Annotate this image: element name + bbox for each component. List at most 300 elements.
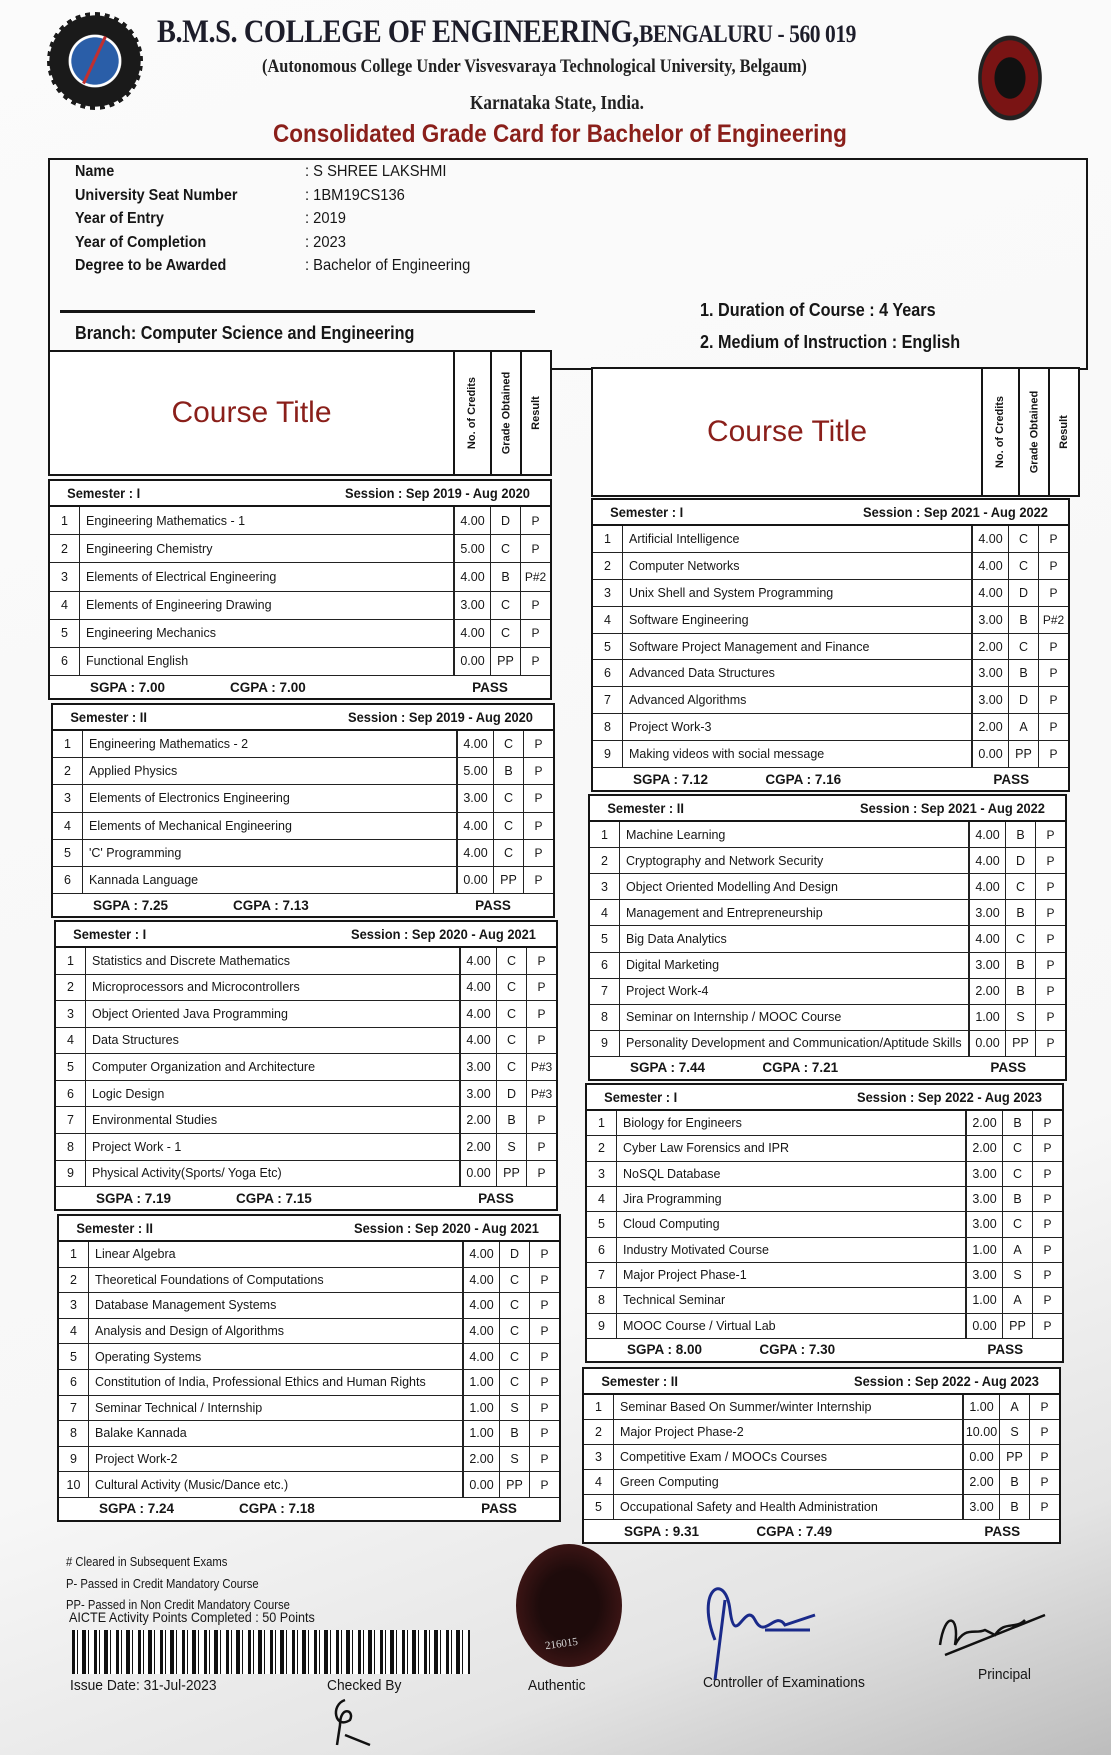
course-duration: 1. Duration of Course : 4 Years bbox=[700, 300, 936, 320]
course-row bbox=[56, 1028, 556, 1055]
course-credits: 0.00 bbox=[459, 1161, 496, 1187]
semester-header bbox=[50, 481, 550, 507]
course-grade: B bbox=[1008, 607, 1038, 633]
course-title: Elements of Electrical Engineering bbox=[86, 569, 277, 584]
principal-signature bbox=[935, 1605, 1050, 1665]
course-no: 6 bbox=[59, 1370, 89, 1395]
course-credits: 3.00 bbox=[962, 1495, 999, 1519]
info-value: : 2019 bbox=[305, 210, 346, 227]
course-credits: 4.00 bbox=[459, 1001, 496, 1027]
course-grade: PP bbox=[1002, 1314, 1032, 1338]
course-grade: C bbox=[490, 535, 520, 562]
course-credits: 3.00 bbox=[965, 1187, 1002, 1211]
semester-header bbox=[587, 1085, 1062, 1111]
course-title: Cloud Computing bbox=[623, 1217, 720, 1232]
course-title: Project Work-2 bbox=[95, 1452, 178, 1467]
course-row bbox=[53, 867, 553, 894]
course-title: Linear Algebra bbox=[95, 1247, 176, 1262]
course-no: 4 bbox=[593, 607, 623, 633]
course-result: P bbox=[1029, 1395, 1059, 1419]
sgpa: SGPA : 8.00 bbox=[627, 1342, 703, 1358]
course-row bbox=[587, 1136, 1062, 1161]
course-title: Software Engineering bbox=[629, 612, 749, 627]
course-credits: 1.00 bbox=[462, 1421, 499, 1446]
course-title: Cyber Law Forensics and IPR bbox=[623, 1141, 790, 1156]
course-credits: 4.00 bbox=[456, 813, 493, 839]
course-no: 2 bbox=[59, 1268, 89, 1293]
course-credits: 0.00 bbox=[968, 1031, 1005, 1056]
session-label: Session : Sep 2020 - Aug 2021 bbox=[351, 926, 536, 942]
course-result: P bbox=[1035, 926, 1065, 951]
course-grade: C bbox=[496, 1001, 526, 1027]
course-grade: C bbox=[499, 1293, 529, 1318]
course-no: 4 bbox=[59, 1319, 89, 1344]
course-title: Software Project Management and Finance bbox=[629, 639, 870, 654]
course-credits: 2.00 bbox=[971, 714, 1008, 740]
semester-summary bbox=[593, 768, 1068, 790]
course-result: P bbox=[1029, 1495, 1059, 1519]
course-title: Engineering Mathematics - 1 bbox=[86, 513, 246, 528]
course-row bbox=[593, 687, 1068, 714]
course-no: 3 bbox=[50, 563, 80, 590]
course-credits: 5.00 bbox=[456, 758, 493, 784]
course-credits: 4.00 bbox=[968, 822, 1005, 847]
course-row bbox=[584, 1445, 1059, 1470]
course-grade: B bbox=[1002, 1111, 1032, 1135]
semester-status: PASS bbox=[984, 1523, 1021, 1539]
course-title: Physical Activity(Sports/ Yoga Etc) bbox=[92, 1166, 282, 1181]
semester-header bbox=[53, 705, 553, 731]
course-no: 6 bbox=[590, 953, 620, 978]
course-grade: D bbox=[1008, 580, 1038, 606]
course-result: P bbox=[1038, 687, 1068, 713]
course-grade: A bbox=[1008, 714, 1038, 740]
course-no: 2 bbox=[593, 553, 623, 579]
course-credits: 0.00 bbox=[962, 1445, 999, 1469]
course-title: Seminar Based On Summer/winter Internship bbox=[620, 1400, 872, 1414]
state: Karnataka State, India. bbox=[470, 92, 644, 114]
course-row bbox=[593, 660, 1068, 687]
course-no: 3 bbox=[593, 580, 623, 606]
course-result: P bbox=[1032, 1263, 1062, 1287]
course-row bbox=[587, 1314, 1062, 1339]
course-no: 6 bbox=[53, 867, 83, 893]
course-title: Seminar Technical / Internship bbox=[95, 1400, 263, 1415]
course-row bbox=[56, 1001, 556, 1028]
course-result: P bbox=[526, 1107, 556, 1133]
course-row bbox=[56, 1054, 556, 1081]
course-title: Digital Marketing bbox=[626, 958, 720, 973]
course-result: P bbox=[526, 1161, 556, 1187]
course-title: Statistics and Discrete Mathematics bbox=[92, 953, 290, 968]
course-grade: PP bbox=[490, 648, 520, 675]
course-title: Unix Shell and System Programming bbox=[629, 585, 834, 600]
sgpa: SGPA : 7.44 bbox=[630, 1060, 706, 1076]
course-title: Occupational Safety and Health Administration bbox=[620, 1500, 878, 1514]
course-row bbox=[50, 535, 550, 563]
session-label: Session : Sep 2019 - Aug 2020 bbox=[348, 709, 533, 725]
course-no: 7 bbox=[593, 687, 623, 713]
affiliation: (Autonomous College Under Visvesvaraya Technological University, Belgaum) bbox=[262, 56, 807, 77]
course-grade: D bbox=[1005, 848, 1035, 873]
session-label: Session : Sep 2020 - Aug 2021 bbox=[354, 1220, 539, 1236]
course-title: Seminar on Internship / MOOC Course bbox=[626, 1010, 842, 1025]
course-row bbox=[59, 1421, 559, 1447]
course-credits: 0.00 bbox=[971, 741, 1008, 767]
info-value: : S SHREE LAKSHMI bbox=[305, 163, 447, 180]
course-result: P bbox=[1035, 953, 1065, 978]
course-result: P#2 bbox=[520, 563, 550, 590]
course-result: P bbox=[1038, 526, 1068, 552]
semester-status: PASS bbox=[990, 1060, 1027, 1076]
semester-summary bbox=[590, 1057, 1065, 1079]
course-no: 7 bbox=[59, 1396, 89, 1421]
course-no: 9 bbox=[593, 741, 623, 767]
course-result: P bbox=[526, 975, 556, 1001]
semester-header bbox=[593, 500, 1068, 526]
branch: Branch: Computer Science and Engineering bbox=[75, 323, 415, 343]
course-credits: 2.00 bbox=[965, 1136, 1002, 1160]
course-result: P bbox=[1038, 634, 1068, 660]
course-no: 5 bbox=[593, 634, 623, 660]
course-grade: PP bbox=[496, 1161, 526, 1187]
course-no: 1 bbox=[59, 1242, 89, 1267]
course-no: 6 bbox=[587, 1238, 617, 1262]
course-title: Jira Programming bbox=[623, 1192, 722, 1207]
course-result: P bbox=[529, 1268, 559, 1293]
course-no: 6 bbox=[50, 648, 80, 675]
course-credits: 4.00 bbox=[453, 620, 490, 647]
course-result: P bbox=[1032, 1212, 1062, 1236]
course-title: Industry Motivated Course bbox=[623, 1242, 769, 1257]
semester-status: PASS bbox=[475, 897, 511, 913]
course-grade: B bbox=[1005, 979, 1035, 1004]
course-row bbox=[56, 948, 556, 975]
course-credits: 1.00 bbox=[962, 1395, 999, 1419]
course-row bbox=[593, 580, 1068, 607]
semester-status: PASS bbox=[987, 1342, 1024, 1358]
course-title: Object Oriented Java Programming bbox=[92, 1006, 288, 1021]
course-result: P bbox=[529, 1370, 559, 1395]
result-heading-text: Result bbox=[530, 396, 542, 430]
course-no: 4 bbox=[587, 1187, 617, 1211]
course-title: Applied Physics bbox=[89, 764, 178, 779]
course-credits: 4.00 bbox=[462, 1268, 499, 1293]
course-result: P bbox=[1035, 900, 1065, 925]
checked-by: Checked By bbox=[327, 1677, 402, 1694]
course-row bbox=[50, 648, 550, 676]
course-grade: C bbox=[1005, 874, 1035, 899]
course-row bbox=[59, 1242, 559, 1268]
course-row bbox=[587, 1288, 1062, 1313]
course-result: P bbox=[1035, 1031, 1065, 1056]
course-row bbox=[59, 1472, 559, 1498]
course-result: P bbox=[1029, 1445, 1059, 1469]
course-title: Green Computing bbox=[620, 1475, 719, 1489]
course-result: P bbox=[520, 648, 550, 675]
cgpa: CGPA : 7.15 bbox=[236, 1190, 312, 1206]
course-title: Balake Kannada bbox=[95, 1426, 187, 1441]
sgpa: SGPA : 7.12 bbox=[633, 771, 709, 787]
sgpa: SGPA : 7.25 bbox=[93, 897, 169, 913]
course-credits: 4.00 bbox=[968, 926, 1005, 951]
semester-block bbox=[582, 1367, 1061, 1544]
course-result: P bbox=[1032, 1238, 1062, 1262]
course-title: 'C' Programming bbox=[89, 845, 182, 860]
course-grade: PP bbox=[493, 867, 523, 893]
course-grade: C bbox=[1002, 1162, 1032, 1186]
cgpa: CGPA : 7.18 bbox=[239, 1501, 315, 1517]
course-result: P bbox=[520, 535, 550, 562]
credits-column-heading bbox=[453, 352, 490, 474]
course-result: P bbox=[1035, 848, 1065, 873]
course-title: Constitution of India, Professional Ethics and Human Rights bbox=[95, 1375, 426, 1390]
course-no: 9 bbox=[56, 1161, 86, 1187]
course-no: 2 bbox=[50, 535, 80, 562]
course-credits: 4.00 bbox=[456, 731, 493, 757]
course-result: P bbox=[529, 1447, 559, 1472]
semester-summary bbox=[50, 676, 550, 698]
course-credits: 4.00 bbox=[459, 948, 496, 974]
course-grade: B bbox=[493, 758, 523, 784]
course-result: P bbox=[1032, 1314, 1062, 1338]
course-credits: 4.00 bbox=[459, 1028, 496, 1054]
course-row bbox=[56, 1107, 556, 1134]
cgpa: CGPA : 7.00 bbox=[230, 679, 306, 695]
course-result: P bbox=[529, 1396, 559, 1421]
course-grade: A bbox=[1002, 1238, 1032, 1262]
course-title: Functional English bbox=[86, 654, 189, 669]
info-value: : Bachelor of Engineering bbox=[305, 257, 471, 274]
course-result: P bbox=[520, 507, 550, 534]
course-grade: PP bbox=[499, 1472, 529, 1497]
course-row bbox=[59, 1293, 559, 1319]
controller-signature bbox=[685, 1570, 835, 1680]
issue-date: Issue Date: 31-Jul-2023 bbox=[70, 1677, 217, 1694]
info-value: : 1BM19CS136 bbox=[305, 186, 405, 204]
course-result: P bbox=[526, 1028, 556, 1054]
course-result: P bbox=[526, 948, 556, 974]
card-title: Consolidated Grade Card for Bachelor of Engineering bbox=[273, 120, 847, 148]
course-credits: 2.00 bbox=[971, 634, 1008, 660]
course-title: Kannada Language bbox=[89, 872, 199, 887]
course-title: Database Management Systems bbox=[95, 1298, 277, 1313]
course-grade: S bbox=[999, 1420, 1029, 1444]
course-row bbox=[50, 507, 550, 535]
info-label: Degree to be Awarded bbox=[75, 257, 227, 274]
course-credits: 2.00 bbox=[462, 1447, 499, 1472]
semester-status: PASS bbox=[481, 1501, 517, 1517]
semester-block bbox=[48, 479, 552, 700]
info-row bbox=[75, 257, 485, 275]
course-row bbox=[56, 1161, 556, 1188]
semester-summary bbox=[584, 1520, 1059, 1542]
course-grade: C bbox=[1002, 1212, 1032, 1236]
course-title: Management and Entrepreneurship bbox=[626, 905, 823, 920]
course-row bbox=[593, 741, 1068, 768]
course-no: 4 bbox=[53, 813, 83, 839]
course-row bbox=[590, 1031, 1065, 1057]
course-grade: C bbox=[1008, 634, 1038, 660]
course-credits: 4.00 bbox=[456, 840, 493, 866]
course-result: P bbox=[1032, 1288, 1062, 1312]
course-row bbox=[56, 975, 556, 1002]
column-header bbox=[591, 367, 1080, 497]
course-grade: C bbox=[490, 620, 520, 647]
course-grade: B bbox=[1005, 953, 1035, 978]
college-name-text: B.M.S. COLLEGE OF ENGINEERING, bbox=[157, 14, 640, 50]
course-result: P bbox=[1032, 1136, 1062, 1160]
course-credits: 1.00 bbox=[462, 1396, 499, 1421]
course-row bbox=[587, 1162, 1062, 1187]
course-grade: PP bbox=[999, 1445, 1029, 1469]
course-credits: 3.00 bbox=[968, 900, 1005, 925]
course-title: Environmental Studies bbox=[92, 1113, 218, 1128]
university-emblem bbox=[974, 30, 1046, 126]
course-credits: 4.00 bbox=[971, 553, 1008, 579]
info-label: Year of Completion bbox=[75, 233, 207, 251]
course-grade: C bbox=[499, 1370, 529, 1395]
course-title: Artificial Intelligence bbox=[629, 531, 740, 546]
course-title: Project Work-3 bbox=[629, 720, 712, 735]
sgpa: SGPA : 7.19 bbox=[96, 1190, 172, 1206]
course-grade: C bbox=[499, 1319, 529, 1344]
course-row bbox=[53, 813, 553, 840]
course-row bbox=[53, 731, 553, 758]
course-result: P bbox=[520, 592, 550, 619]
course-title: Theoretical Foundations of Computations bbox=[95, 1272, 324, 1287]
controller-label: Controller of Examinations bbox=[703, 1674, 865, 1691]
course-result: P bbox=[523, 785, 553, 811]
course-credits: 3.00 bbox=[968, 953, 1005, 978]
course-result: P#2 bbox=[1038, 607, 1068, 633]
semester-label: Semester : I bbox=[604, 1089, 678, 1105]
course-title: Elements of Electronics Engineering bbox=[89, 791, 290, 806]
course-title: Engineering Mathematics - 2 bbox=[89, 737, 249, 752]
course-grade: B bbox=[999, 1495, 1029, 1519]
course-credits: 4.00 bbox=[459, 975, 496, 1001]
course-credits: 4.00 bbox=[453, 507, 490, 534]
legend-cleared: # Cleared in Subsequent Exams bbox=[66, 1555, 228, 1569]
semester-header bbox=[59, 1216, 559, 1242]
course-credits: 3.00 bbox=[965, 1212, 1002, 1236]
course-no: 4 bbox=[56, 1028, 86, 1054]
course-no: 7 bbox=[56, 1107, 86, 1133]
course-row bbox=[590, 926, 1065, 952]
info-row bbox=[75, 234, 349, 252]
info-label: University Seat Number bbox=[75, 186, 238, 204]
semester-block bbox=[588, 794, 1067, 1081]
course-grade: A bbox=[1002, 1288, 1032, 1312]
course-result: P bbox=[526, 1001, 556, 1027]
course-result: P bbox=[1032, 1162, 1062, 1186]
course-grade: B bbox=[496, 1107, 526, 1133]
course-no: 3 bbox=[59, 1293, 89, 1318]
sgpa: SGPA : 7.24 bbox=[99, 1501, 175, 1517]
course-row bbox=[590, 874, 1065, 900]
semester-header bbox=[56, 922, 556, 948]
course-title: Elements of Engineering Drawing bbox=[86, 598, 272, 613]
session-label: Session : Sep 2021 - Aug 2022 bbox=[863, 504, 1048, 520]
cgpa: CGPA : 7.49 bbox=[756, 1523, 833, 1539]
course-grade: PP bbox=[1008, 741, 1038, 767]
course-no: 10 bbox=[59, 1472, 89, 1497]
semester-status: PASS bbox=[478, 1190, 514, 1206]
course-no: 7 bbox=[590, 979, 620, 1004]
course-no: 3 bbox=[53, 785, 83, 811]
grade-heading-text: Grade Obtained bbox=[500, 371, 512, 455]
sgpa: SGPA : 9.31 bbox=[624, 1523, 700, 1539]
course-title: Computer Organization and Architecture bbox=[92, 1060, 316, 1075]
course-row bbox=[584, 1420, 1059, 1445]
course-title: Making videos with social message bbox=[629, 747, 825, 762]
college-city: BENGALURU - 560 019 bbox=[639, 21, 857, 48]
course-no: 3 bbox=[584, 1445, 614, 1469]
course-credits: 2.00 bbox=[962, 1470, 999, 1494]
course-credits: 1.00 bbox=[965, 1238, 1002, 1262]
course-grade: C bbox=[499, 1268, 529, 1293]
course-no: 5 bbox=[590, 926, 620, 951]
course-grade: D bbox=[496, 1081, 526, 1107]
semester-label: Semester : I bbox=[610, 504, 684, 520]
course-no: 4 bbox=[50, 592, 80, 619]
course-no: 5 bbox=[50, 620, 80, 647]
course-result: P bbox=[523, 867, 553, 893]
course-title: Data Structures bbox=[92, 1033, 179, 1048]
course-no: 1 bbox=[50, 507, 80, 534]
course-credits: 4.00 bbox=[453, 563, 490, 590]
semester-summary bbox=[587, 1339, 1062, 1361]
course-credits: 1.00 bbox=[968, 1005, 1005, 1030]
course-credits: 3.00 bbox=[456, 785, 493, 811]
course-credits: 3.00 bbox=[459, 1054, 496, 1080]
student-info-box bbox=[48, 158, 1088, 370]
course-row bbox=[56, 1134, 556, 1161]
course-row bbox=[590, 848, 1065, 874]
course-result: P bbox=[520, 620, 550, 647]
course-no: 3 bbox=[56, 1001, 86, 1027]
course-no: 8 bbox=[590, 1005, 620, 1030]
course-title: Object Oriented Modelling And Design bbox=[626, 879, 838, 894]
info-label: Year of Entry bbox=[75, 210, 164, 227]
course-grade: C bbox=[496, 975, 526, 1001]
course-result: P bbox=[1035, 822, 1065, 847]
info-row bbox=[75, 187, 414, 205]
course-row bbox=[590, 953, 1065, 979]
course-result: P bbox=[1038, 553, 1068, 579]
course-no: 9 bbox=[59, 1447, 89, 1472]
course-row bbox=[587, 1111, 1062, 1136]
course-title: NoSQL Database bbox=[623, 1166, 721, 1181]
course-result: P bbox=[523, 813, 553, 839]
course-grade: S bbox=[1002, 1263, 1032, 1287]
semester-label: Semester : II bbox=[601, 1373, 678, 1389]
course-row bbox=[593, 607, 1068, 634]
course-credits: 1.00 bbox=[462, 1370, 499, 1395]
course-credits: 3.00 bbox=[971, 607, 1008, 633]
course-grade: PP bbox=[1005, 1031, 1035, 1056]
course-result: P#3 bbox=[526, 1081, 556, 1107]
course-row bbox=[53, 840, 553, 867]
course-row bbox=[587, 1212, 1062, 1237]
course-grade: C bbox=[1008, 553, 1038, 579]
course-grade: S bbox=[499, 1396, 529, 1421]
course-grade: C bbox=[1008, 526, 1038, 552]
course-grade: D bbox=[490, 507, 520, 534]
course-grade: S bbox=[496, 1134, 526, 1160]
course-row bbox=[584, 1395, 1059, 1420]
barcode bbox=[72, 1630, 470, 1674]
